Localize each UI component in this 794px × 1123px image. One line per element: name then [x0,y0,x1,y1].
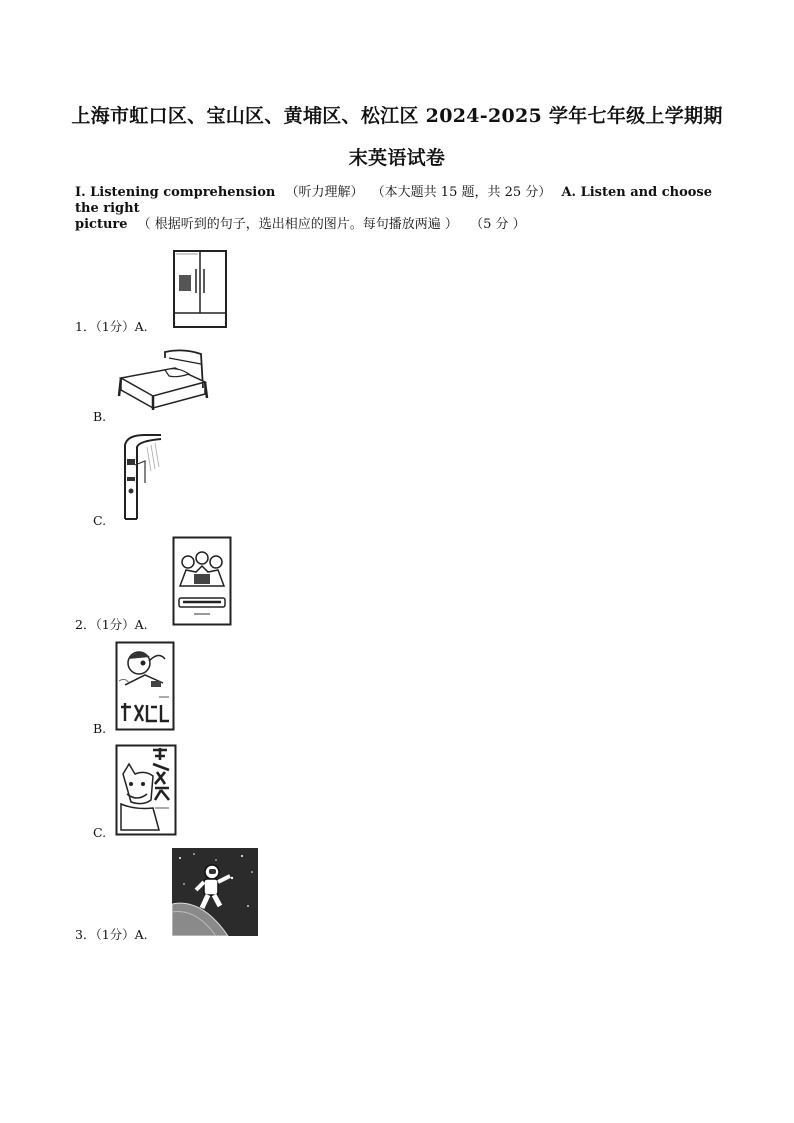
shower-panel-picture[interactable] [115,431,167,523]
refrigerator-picture[interactable] [172,249,228,329]
q2-option-a-label: 2．（1分）A. [75,617,148,632]
part-a-instruction-cont: picture [75,217,128,232]
book-cover-choir-picture[interactable] [172,536,232,626]
section-name: I. Listening comprehension [75,185,276,200]
section-score-info: （本大题共 15 题，共 25 分） [371,185,552,200]
section-heading-line-1 [75,185,725,217]
q1-option-a-label: 1．（1分）A. [75,319,148,334]
q1-option-b-label: B. [93,409,107,424]
book-cover-boy-pointing-picture[interactable] [115,641,175,731]
section-name-zh: （听力理解） [285,185,364,200]
part-a-instruction: A. Listen and choose the right [75,185,713,216]
astronaut-on-planet-picture[interactable] [172,848,258,936]
q2-option-b-label: B. [93,721,107,736]
q2-option-c-label: C. [93,825,107,840]
section-heading-line-2 [75,217,725,233]
q3-option-a-label: 3．（1分）A. [75,927,148,942]
part-a-score: （5 分 ） [470,217,526,232]
page-title-line-2: 末英语试卷 [348,147,446,169]
page-title-line-1: 上海市虹口区、宝山区、黄埔区、松江区 2024-2025 学年七年级上学期期 [71,105,723,127]
bed-picture[interactable] [113,348,215,420]
book-cover-cat-picture[interactable] [115,744,177,836]
q1-option-c-label: C. [93,513,107,528]
part-a-instruction-zh: （ 根据听到的句子，选出相应的图片。每句播放两遍 ） [137,217,458,232]
